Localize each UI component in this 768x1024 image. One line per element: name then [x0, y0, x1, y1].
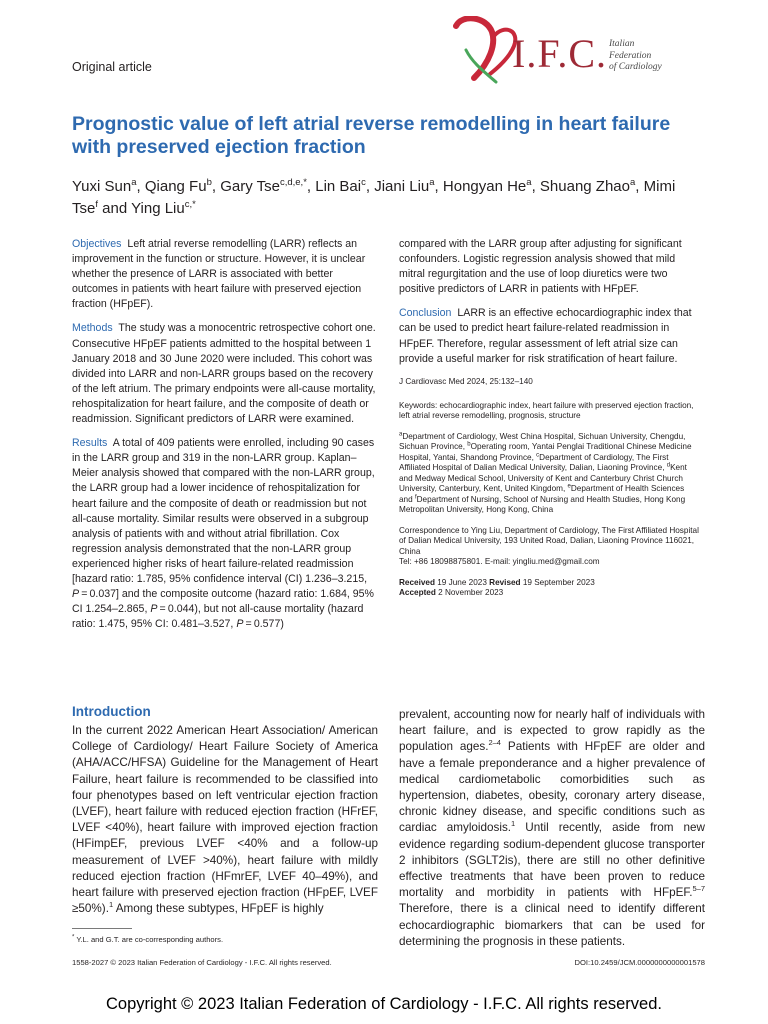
- author-affiliation-mark: a: [429, 177, 435, 188]
- affiliation-text: Operating room, Yantai Penglai Traditional Chinese Medicine Hospital, Yantai, Shandong Province,: [399, 442, 692, 462]
- introduction-heading: Introduction: [72, 704, 151, 719]
- author-name: Yuxi Sun: [72, 178, 132, 195]
- article-type-label: Original article: [72, 60, 152, 74]
- abstract-results: Results A total of 409 patients were enrolled, including 90 cases in the LARR group and 319 in the non-LARR group. Kaplan–Meier analysis showed that compared with the non-LARR group, the LARR group had a lower incidence of rehospitalization for heart failure and the composite of death or readmission but not all-cause mortality. Similar results were observed in a subgroup analysis of patients with and without atrial fibrillation. Cox regression analysis demonstrated that the non-LARR group experienced higher risks of heart failure-related readmission [hazard ratio: 1.785, 95% confidence interval (CI) 1.236–3.215, P = 0.037] and the composite outcome (hazard ratio: 1.684, 95% CI 1.254–2.865, P = 0.044), but not all-cause mortality (hazard ratio: 1.475, 95% CI: 0.481–3.527, P = 0.577): [72, 437, 375, 631]
- affiliation-text: Kent and Medway Medical School, University of Kent and Canterbury Christ Church University, Canterbury, Kent, United Kingdom,: [399, 463, 687, 494]
- objectives-heading: Objectives: [72, 238, 122, 250]
- abstract-results-continued: compared with the LARR group after adjusting for significant confounders. Logistic regression analysis showed that mild mitral regurgitation and the use of loop diuretics were two positive predictors of LARR in patients with HFpEF.: [399, 238, 682, 296]
- results-heading: Results: [72, 437, 108, 450]
- affiliation-text: Department of Cardiology, West China Hospital, Sichuan University, Chengdu, Sichuan Province,: [399, 431, 686, 452]
- author-name: Ying Liu: [131, 200, 185, 217]
- author-affiliation-mark: c,*: [184, 199, 196, 210]
- methods-heading: Methods: [72, 322, 113, 335]
- author-affiliation-mark: a: [131, 177, 137, 188]
- author-affiliation-mark: b: [206, 177, 212, 188]
- doi-line: DOI:10.2459/JCM.0000000000001578: [574, 958, 705, 967]
- author-name: Gary Tse: [220, 178, 280, 195]
- introduction-left-column: In the current 2022 American Heart Association/ American College of Cardiology/ Heart Failure Society of America (AHA/ACC/HFSA) Guideline for the Management of Heart Failure, heart failure is recommended to be classified into four phenotypes based on left ventricular ejection fraction (LVEF), heart failure with reduced ejection fraction (HFrEF, LVEF <40%), heart failure with improved ejection fraction (HFimpEF, previous LVEF <40% and a follow-up measurement of LVEF >40%), heart failure with mildly reduced ejection fraction (HFmrEF, LVEF 40–49%), and heart failure with preserved ejection fraction (HFpEF, LVEF ≥50%).$^1$ Among these subtypes, HFpEF is highly: [72, 724, 378, 916]
- affiliation-mark: b: [467, 441, 471, 448]
- author-affiliation-mark: a: [630, 177, 636, 188]
- abstract-objectives: Objectives Left atrial reverse remodelling (LARR) reflects an improvement in the function or structure. However, it is unclear whether the presence of LARR is associated with better outcomes in patients with heart failure with preserved ejection fraction (HFpEF).: [72, 238, 366, 311]
- ifc-logo: [452, 16, 702, 88]
- abstract-right-column: [399, 237, 699, 599]
- issn-copyright-line: 1558-2027 © 2023 Italian Federation of Cardiology - I.F.C. All rights reserved.: [72, 958, 332, 967]
- author-name: Lin Bai: [315, 178, 362, 195]
- correspondence: Correspondence to Ying Liu, Department of Cardiology, The First Affiliated Hospital of Dalian Medical University, 193 United Road, Dalian, Liaoning Province 116021, China Tel: +86 18098875801. E-mail: yingliu.med@gmail.com: [399, 525, 699, 567]
- affiliations: [399, 432, 699, 516]
- affiliation-mark: f: [414, 494, 417, 501]
- article-dates: Received 19 June 2023 Revised 19 September 2023 Accepted 2 November 2023: [399, 577, 595, 598]
- affiliation-text: Department of Cardiology, The First Affiliated Hospital of Dalian Medical University, Dalian, Liaoning Province,: [399, 452, 669, 473]
- author-name: Shuang Zhao: [539, 178, 630, 195]
- author-list: Yuxi Sun$^a$, Qiang Fu$^b$, Gary Tse$^{c,d,e,*}$, Lin Bai$^c$, Jiani Liu$^a$, Hongyan He$^a$, Shuang Zhao$^a$, Mimi Tse$^f$ and Ying Liu$^{c,*}$: [72, 177, 676, 217]
- author-name: Hongyan He: [442, 178, 527, 195]
- logo-abbreviation: I.F.C.: [512, 31, 608, 76]
- affiliation-mark: c: [536, 452, 540, 459]
- author-affiliation-mark: a: [526, 177, 532, 188]
- author-affiliation-mark: c,d,e,*: [279, 177, 307, 188]
- author-affiliation-mark: c: [361, 177, 366, 188]
- copyright-notice: Copyright © 2023 Italian Federation of Cardiology - I.F.C. All rights reserved.: [105, 995, 662, 1013]
- author-affiliation-mark: f: [95, 199, 98, 210]
- author-name: Jiani Liu: [374, 178, 430, 195]
- abstract-left-column: [72, 237, 378, 641]
- abstract-conclusion: Conclusion LARR is an effective echocardiographic index that can be used to predict heart failure-related readmission in HFpEF. Therefore, regular assessment of left atrial size can provide a useful marker for risk stratification of heart failure.: [399, 307, 692, 365]
- affiliation-text: Department of Nursing, School of Nursing and Health Studies, Hong Kong Metropolitan University, Hong Kong, China: [399, 494, 686, 515]
- logo-full-name: Italian Federation of Cardiology: [609, 39, 662, 72]
- affiliation-mark: a: [399, 431, 403, 438]
- keywords: Keywords: echocardiographic index, heart failure with preserved ejection fraction, left atrial reverse remodelling, prognosis, structure: [399, 400, 694, 421]
- footnote: * Y.L. and G.T. are co-corresponding authors.: [72, 934, 224, 944]
- affiliation-text: Department of Health Sciences and: [399, 484, 685, 504]
- author-name: Mimi Tse: [72, 178, 676, 217]
- conclusion-heading: Conclusion: [399, 307, 452, 320]
- journal-reference: J Cardiovasc Med 2024, 25:132–140: [399, 376, 533, 386]
- affiliation-mark: d: [666, 462, 671, 469]
- footnote-divider: [72, 928, 132, 929]
- contact-line: Tel: +86 18098875801. E-mail: yingliu.med@gmail.com: [399, 557, 600, 567]
- affiliation-mark: e: [567, 483, 571, 490]
- article-title: Prognostic value of left atrial reverse remodelling in heart failure with preserved ejection fraction: [72, 113, 671, 158]
- introduction-right-column: prevalent, accounting now for nearly half of individuals with heart failure, and is expected to grow rapidly as the population ages.$^{2-4}$ Patients with HFpEF are older and have a female preponderance and a higher prevalence of medical cardiometabolic comorbidities such as hypertension, diabetes, obesity, coronary artery disease, chronic kidney disease, and specific conditions such as cardiac amyloidosis.$^1$ Until recently, aside from new evidence regarding sodium-dependent glucose transporter 2 inhibitors (SGLT2is), there are still no other definitive effective treatments that have been proven to reduce mortality and morbidity in patients with HFpEF.$^{5-7}$ Therefore, there is a clinical need to identify different echocardiographic biomarkers that can be used for determining the prognosis in these patients.: [399, 708, 705, 948]
- abstract-methods: Methods The study was a monocentric retrospective cohort one. Consecutive HFpEF patients admitted to the hospital between 1 January 2018 and 30 June 2020 were included. This cohort was divided into LARR and non-LARR groups based on the recovery of the left atrium. The primary endpoints were all-cause mortality, rehospitalization for heart failure, and the composite of death or readmission. Significant predictors of LARR were examined.: [72, 322, 376, 426]
- author-name: Qiang Fu: [144, 178, 207, 195]
